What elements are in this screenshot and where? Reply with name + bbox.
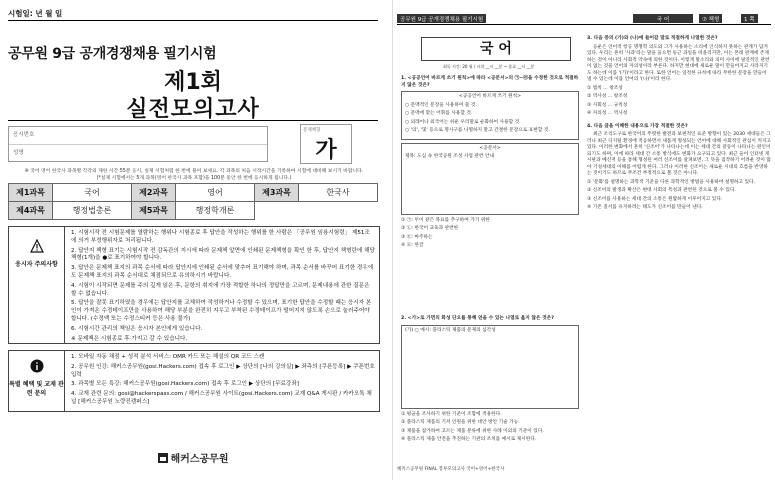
services-list [71,354,375,409]
applicant-number-label: 응시번호 [9,127,267,145]
rule-item: ○ 문맥적인 문장을 사용하여 쓸 것. [405,102,477,108]
caution-item: 2. 답안지 책형 표기는 시험시작 전 감독관의 지시에 따라 문제책 앞면에 인쇄된 문제책형을 확인 한 후, 답안지 책형란에 해당 책형(1개)을 ●로 표기하여야 합니다. [71,247,375,262]
service-item: 1. 모바일 자동 채점 + 성적 분석 서비스: OMR 카드 또는 해설의 QR 코드 스캔 [71,354,265,360]
divider [8,20,378,21]
answer-option[interactable]: ③ 제품을 참가하여 고르는 제품 분류에 위한 사례 이외의 기준이 있다. [401,428,544,434]
time-record-line: 회독 시간: 20 월 / 시작 __시 __분 ~ 종료 __시 __분 [443,64,535,69]
subject-name: 행정법총론 [53,202,132,220]
answer-option[interactable]: ③ 신조어를 사용하는 세대 간의 소통은 원활하게 이루어지고 있다. [587,196,723,202]
left-question-column-lower [401,316,579,446]
page-footer: 해커스공무원 FINAL 봉투모의고사 국어+영어+한국사 [397,467,505,472]
question-2-box-text: (가) ○ 예시: 플라스틱 제품의 문제의 심각성 [405,327,496,333]
answer-option[interactable]: ④ ㉣: 한글 [401,243,424,248]
caution-item: ※ 문제책은 시험종료 후 가지고 갈 수 있습니다. [71,335,188,342]
exam-date: 시험일: 년 월 일 [8,9,63,18]
left-question-column [401,76,579,252]
caution-item: 3. 답안은 문제책 표지의 과목 순서에 따라 답안지에 인쇄된 순서에 맞추어 표기해야 하며, 과목 순서를 바꾸어 표기한 경우에도 문제책 표지의 과목 순서대로 채점되므로 유의하시기 바랍니다. [71,265,374,279]
empty-cell [299,202,378,220]
question-4-passage: 최근 조리도구로 한국어의 뚜렷한 발전과 보편적인 표준 방향이 있는 2030 세대들은 그러나 최근 디지털 환경에 적응하면서 새롭게 형성되는 언어에 대해 사회적인 관심이 커지고 있다. 이러한 변화에서 흔히 '신조어'가 나타나는데 이는 세대 간의 갈등이 나타나는 원인이 되기도 하며, 이에 따라 세대 간 소통 방식에도 변화가 요구되고 있다. 최근 들어 인터넷 게시판과 메신저 등을 통해 형성된 여러 신조어를 살펴보면, 그 뜻을 짐작하기 어려운 것이 많아 기성세대의 이해를 어렵게 한다. 그러나 이러한 신조어는 새로운 시대의 흐름을 반영하는 것이기도 하므로 무조건 부정적으로 볼 것은 아니다. [587,132,771,176]
services-box [8,350,380,412]
answer-option[interactable]: ② 플라스틱 제품의 기저 인원을 위한 대안 방안 기술 가능. [401,420,520,425]
caution-item: 6. 시험시간 관리의 책임은 응시자 본인에게 있습니다. [71,325,203,332]
exam-title: 실전모의고사 [126,97,260,122]
empty-cell [255,202,299,220]
divider [397,24,771,25]
answer-option[interactable]: ① ㉠: 두어 같은 목표를 추구하여 가기 위한 [401,217,490,223]
question-2: 2. <가>로 가면의 화성 단오를 통해 얻을 수 있는 나열로 옳지 않은 것은? [401,316,554,321]
answer-option[interactable]: ③ 사회성 ... 규칙성 [587,102,628,108]
page-header-title: 공무원 9급 공개경쟁채용 필기시험 [397,14,486,23]
exam-type-label: 문제책형 [303,128,321,133]
document-subject: 제목: 도심 속 한국공원 조성 사업 관련 안내 [405,154,494,159]
page-header-subject: 국 어 [633,14,693,23]
answer-option[interactable]: ④ 자의성 ... 역사성 [587,111,628,116]
question-2-box [401,325,579,409]
question-1-document-box [401,143,579,215]
subject-label: 제3과목 [255,184,299,202]
document-title: <공문서> [479,145,501,151]
subject-table [8,183,378,220]
rules-title: <공공언어 바르게 쓰기 원칙> [458,94,522,99]
subject-label: 제2과목 [132,184,176,202]
brand-mark-icon [158,453,168,463]
cautions-title: 응시자 주의사항 [15,261,58,268]
rule-item: ○ 문맥에 맞는 어휘를 사용할 것. [405,111,473,116]
caution-item: 4. 시험이 시작되면 문제를 주의 깊게 읽은 후, 문항의 취지에 가장 적합한 하나의 정답만을 고르며, 문제내용에 관한 질문은 할 수 없습니다. [71,282,370,297]
subject-label: 제1과목 [9,184,53,202]
cautions-box [8,226,380,344]
page-header-page: 1 쪽 [741,14,758,23]
subject-name: 국어 [53,184,132,202]
cautions-list [71,230,375,345]
answer-option[interactable]: ② 신조어의 발생과 확산은 현대 사회의 특성과 관련된 것으로 볼 수 있다. [587,188,736,193]
page-header-type: ⑦ 책형 [699,14,722,23]
answer-option[interactable]: ① 법칙 ... 창조성 [587,85,623,91]
caution-item: 5. 답안을 잘못 표기하였을 경우에는 답안지를 교체하여 작성하거나 수정할 수 있으며, 표기한 답안을 수정할 때는 응시자 본인이 가져온 수정테이프만을 사용하여 해당 부분을 완전히 지우고 부착된 수정테이프가 떨어지지 않도록 손으로 눌러주어야 합니다. (수정액 또는 수정스티커 등은 사용 불가) [71,300,372,322]
exam-cover-page [0,0,386,480]
service-item: 3. 과목별 모든 특강: 해커스공무원(gosi.Hackers.com) 접속 후 로그인 ▶ 상단의 [무료강좌] [71,381,299,388]
services-side [9,351,65,411]
answer-option[interactable]: ② 역사성 ... 창조성 [587,94,628,99]
applicant-name-label: 성명 [13,150,24,156]
question-1-rules-box [401,91,579,140]
round-title: 제1회 [164,70,222,95]
warning-icon [30,239,44,253]
question-4: 4. 다음 글을 이해한 내용으로 가장 적절한 것은? [587,123,688,129]
question-3: 3. 다음 중의 (가)와 (나)에 들어갈 말로 적절하게 나열한 것은? [587,36,718,41]
exam-question-page [392,0,775,480]
subject-label: 제4과목 [9,202,53,220]
service-item: 4. 교재 관련 문의: gosi@hackerspass.com / 해커스공무원 사이트(gosi.Hackers.com) 교재 Q&A 게시판 / 카카오톡 채널 [해커스공무원 노량진캠퍼스] [71,391,372,405]
applicant-info-box [8,126,268,162]
exam-type-box [300,124,352,164]
notice-2: (*실제 시험에서는 5개 과목(영어 한국사 과목 포함)을 100분 동안 한 번에 응시하게 됩니다.) [96,176,292,181]
right-question-column [587,36,771,214]
subject-label: 제5과목 [132,202,176,220]
answer-option[interactable]: ④ 기존 질서를 유지하려는 태도가 신조어를 만들어 낸다. [587,205,703,210]
question-3-passage: 응운은 언어적 항공 명명학 의도와 그가 사용하는 소리에 인식하지 못하는 관계가 담겨있다. 우리는 흔히 '사과'라는 말을 들으면 둥근 과일을 떠올리지만, 이는 본래 관계에 존재하는 것이 아니라 사회적 약속에 의한 것이다. 이렇게 말소리와 의미 사이에 필연적인 관련이 없는 것을 언어의 자의성이라 부른다. 하지만 현대에 새로운 말이 만들어지고 사라지기도 하는데 이를 '(가)'이라고 한다. 또한 언어는 일정한 규칙에 따라 무한한 문장을 만들어 낼 수 있는데 이를 언어의 '(나)'이라 한다. [587,44,770,82]
subject-name: 행정학개론 [176,202,255,220]
subject-name: 한국사 [299,184,378,202]
subject-title: 국 어 [421,37,571,61]
exam-type-value: 가 [315,138,337,163]
brand-name: 해커스공무원 [170,454,229,465]
question-1: 1. <공공언어 바르게 쓰기 원칙>에 따라 <공문서>의 ㉠~㉣을 수정한 것으로 적절하지 않은 것은? [401,76,579,88]
divider [8,120,378,121]
answer-option[interactable]: ① '문화'를 설명하는 과학적 기준을 다른 과학적인 방법을 사용하여 설명하고 있다. [587,179,756,185]
answer-option[interactable]: ② ㉡: 한국어 교육과 관련한 [401,226,459,231]
subject-name: 영어 [176,184,255,202]
cautions-side [9,227,65,343]
services-title: 특별 혜택 및 교재 관련 문의 [9,381,64,397]
brand-logo [0,450,386,465]
rule-item: ○ '의', '및' 등으로 명사구를 나열하지 말고 간결한 문장으로 표현할 것. [405,128,550,133]
service-item: 2. 공무원 인강: 해커스공무원(gosi.Hackers.com) 접속 후 로그인 ▶ 상단의 [나의 강의실] ▶ 좌측의 [쿠폰등록] ▶ 쿠폰번호 입력 [71,363,375,378]
info-icon [30,359,44,373]
answer-option[interactable]: ④ 플라스틱 제품 안전을 추진하는 기관의 조치를 예시로 제시한다. [401,437,537,442]
exam-subtitle: 공무원 9급 공개경쟁채용 필기시험 [8,46,217,62]
notice-1: ※ 국어 영어 한국사 과목별 각각의 제한 시간 55분 응시, 실제 시험처럼 한 번에 풀어 보세요. 각 과목의 처음 시작시간을 기록하여 시험에 대비해 보시기 바랍니다. [24,169,364,174]
rule-item: ○ 외래어나 외국어는 쉬운 우리말로 순화하여 사용할 것. [405,119,521,125]
caution-item: 1. 시험시작 전 시험문제를 열람하는 행위나 시험종료 후 답안을 작성하는 행위를 한 사람은 「공무원 임용시험령」 제51조에 의거 부정행위자로 처리됩니다. [71,230,370,244]
answer-option[interactable]: ① 평균을 조사하기 위한 기준이 조합에 적용한다. [401,411,502,417]
answer-option[interactable]: ③ ㉢: 마주하는 [401,234,433,240]
